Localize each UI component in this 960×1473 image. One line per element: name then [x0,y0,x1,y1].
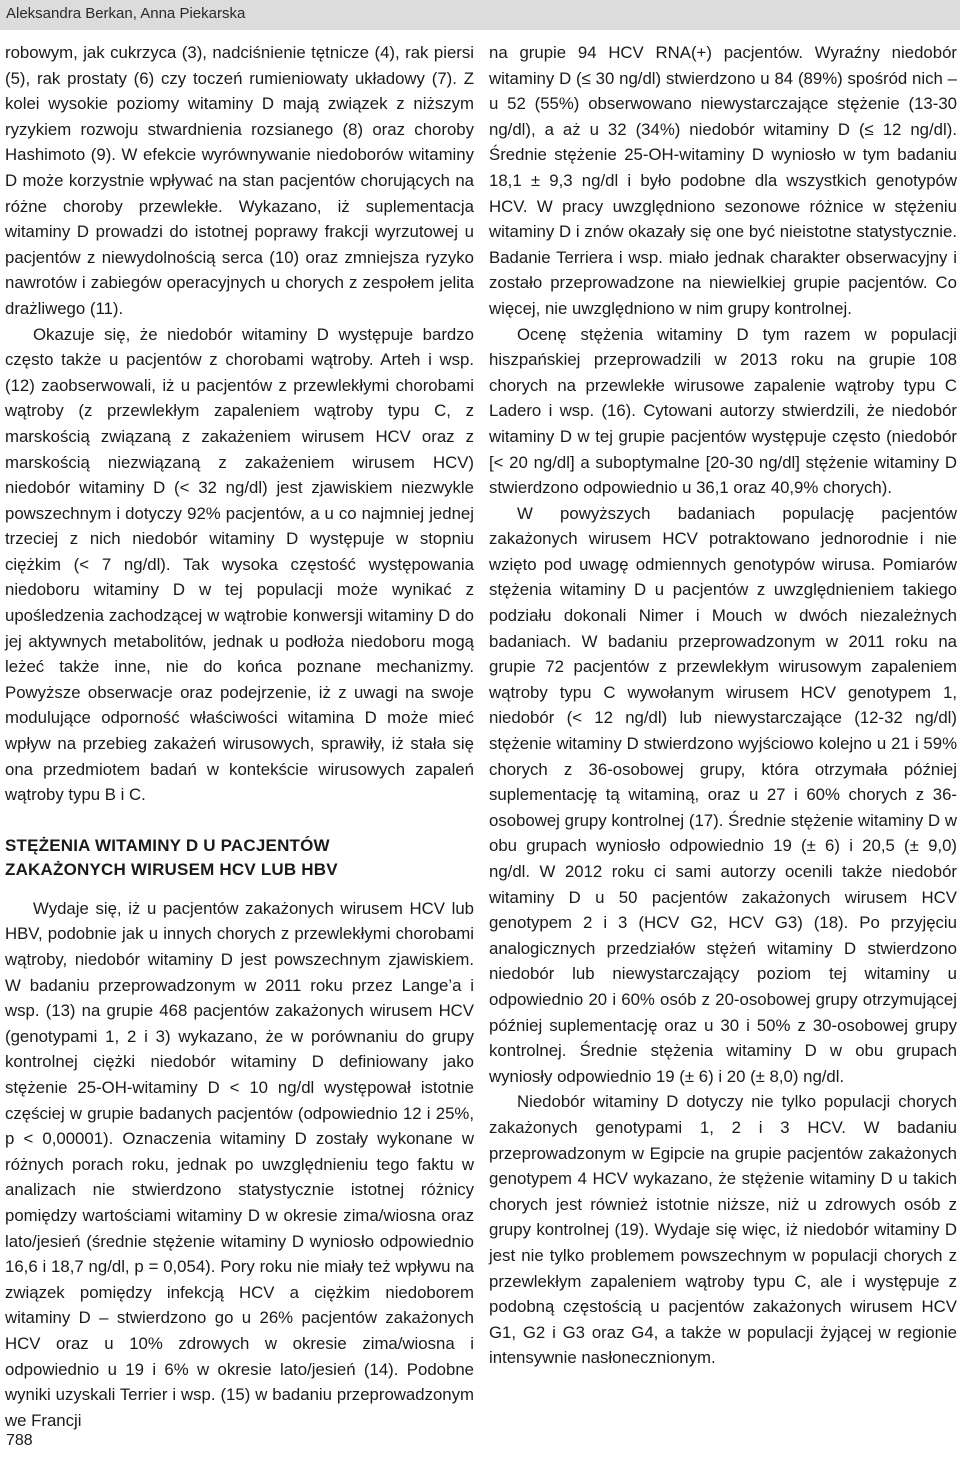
right-paragraph-4: Niedobór witaminy D dotyczy nie tylko populacji chorych zakażonych genotypami 1, 2 i 3 HCV. W badaniu przeprowadzonym w Egipcie na grupie pacjentów zakażonych genotypem 4 HCV wykazano, że stężenie witaminy D u takich chorych jest również istotnie niższe, niż u zdrowych osób z grupy kontrolnej (19). Wydaje się więc, iż niedobór witaminy D jest nie tylko problemem powszechnym w populacji chorych z przewlekłym zapaleniem wątroby typu C, ale i występuje z podobną częstością u pacjentów zakażonych wirusem HCV G1, G2 i G3 oraz G4, a także w populacji żyjącej w regionie intensywnie nasłonecznionym. [489,1092,957,1368]
left-paragraph-1: robowym, jak cukrzyca (3), nadciśnienie tętnicze (4), rak piersi (5), rak prostaty (6) czy toczeń rumieniowaty układowy (7). Z kolei wysokie poziomy witaminy D mają związek z niższym ryzykiem rozwoju stwardnienia rozsianego (8) oraz choroby Hashimoto (9). W efekcie wyrównywanie niedoborów witaminy D może korzystnie wpływać na stan pacjentów chorujących na różne choroby przewlekłe. Wykazano, iż suplementacja witaminy D prowadzi do istotnej poprawy frakcji wyrzutowej u pacjentów z niewydolnością serca (10) oraz zmniejsza ryzyko nawrotów i zabiegów operacyjnych u chorych z zespołem jelita drażliwego (11). [5,43,474,318]
right-paragraph-1: na grupie 94 HCV RNA(+) pacjentów. Wyraźny niedobór witaminy D (≤ 30 ng/dl) stwierdzono u 84 (89%) spośród nich – u 52 (55%) obserwowano niewystarczające stężenie (13-30 ng/dl), a aż u 32 (34%) niedobór witaminy D (≤ 12 ng/dl). Średnie stężenie 25-OH-witaminy D wyniosło w tym badaniu 18,1 ± 9,3 ng/dl i było podobne dla wszystkich genotypów HCV. W pracy uwzględniono sezonowe różnice w stężeniu witaminy D i znów okazały się one być nieistotne statystycznie. Badanie Terriera i wsp. miało jednak charakter obserwacyjny i zostało przeprowadzone na niewielkiej grupie pacjentów. Co więcej, nie uwzględniono w nim grupy kontrolnej. [489,43,957,318]
right-paragraph-3: W powyższych badaniach populację pacjentów zakażonych wirusem HCV potraktowano jednorodnie i nie wzięto pod uwagę odmiennych genotypów wirusa. Pomiarów stężenia witaminy D u pacjentów z uwzględnieniem takiego podziału dokonali Nimer i Mouch w dwóch niezależnych badaniach. W badaniu przeprowadzonym w 2011 roku na grupie 72 pacjentów z przewlekłym wirusowym zapaleniem wątroby typu C wywołanym wirusem HCV genotypem 1, niedobór (< 12 ng/dl) lub niewystarczające (12-32 ng/dl) stężenie witaminy D stwierdzono wyjściowo kolejno u 21 i 59% chorych z 36-osobowej grupy, która otrzymała później suplementację tą witaminą, oraz u 27 i 60% chorych z 36-osobowej grupy kontrolnej (17). Średnie stężenie witaminy D w obu grupach wyniosło odpowiednio 19 (± 6) i 20,5 (± 9,0) ng/dl. W 2012 roku ci sami autorzy ocenili także niedobór witaminy D u 50 pacjentów zakażonych wirusem HCV genotypem 2 i 3 (HCV G2, HCV G3) (18). Po przyjęciu analogicznych przedziałów stężeń witaminy D stwierdzono niedobór lub niewystarczający poziom tej witaminy u odpowiednio 20 i 60% osób z 20-osobowej grupy otrzymującej później suplementację oraz u 30 i 50% z 30-osobowej grupy kontrolnej. Średnie stężenia witaminy D w obu grupach wyniosły odpowiednio 19 (± 6) i 20 (± 8,0) ng/dl. [489,503,957,1086]
header-authors: Aleksandra Berkan, Anna Piekarska [6,5,246,22]
page-number: 788 [6,1432,33,1449]
right-paragraph-2: Ocenę stężenia witaminy D tym razem w populacji hiszpańskiej przeprowadzili w 2013 roku na grupie 108 chorych na przewlekłe wirusowe zapalenie wątroby typu C Ladero i wsp. (16). Cytowani autorzy stwierdzili, że niedobór witaminy D w tej grupie pacjentów występuje często (niedobór [< 20 ng/dl] a suboptymalne [20-30 ng/dl] stężenie witaminy D stwierdzono odpowiednio u 36,1 oraz 40,9% chorych). [489,324,957,498]
running-header [0,0,960,30]
section-heading [5,834,474,882]
left-paragraph-2: Okazuje się, że niedobór witaminy D występuje bardzo często także u pacjentów z chorobami wątroby. Arteh i wsp. (12) zaobserwowali, iż u pacjentów z przewlekłymi chorobami wątroby (z przewlekłym zapaleniem wątroby typu C, z marskością związaną z zakażeniem wirusem HCV oraz z marskością niezwiązaną z zakażeniem wirusem HCV) niedobór witaminy D (< 32 ng/dl) jest zjawiskiem niezwykle powszechnym i dotyczy 92% pacjentów, a u co najmniej jednej trzeciej z nich niedobór witaminy D występuje w stopniu ciężkim (< 7 ng/dl). Tak wysoka częstość występowania niedoboru witaminy D w tej populacji może wynikać z upośledzenia zachodzącej w wątrobie konwersji witaminy D do jej aktywnych metabolitów, jednak u podłoża niedoboru mogą leżeć także inne, nie do końca poznane mechanizmy. Powyższe obserwacje oraz podejrzenie, iż z uwagi na swoje modulujące odporność właściwości witamina D może mieć wpływ na przebieg zakażeń wirusowych, sprawiły, iż stała się ona przedmiotem badań w kontekście wirusowych zapaleń wątroby typu B i C. [5,324,474,805]
section-heading-line-2: ZAKAŻONYCH WIRUSEM HCV LUB HBV [5,859,338,879]
right-column [489,40,957,1371]
left-column [5,40,474,1433]
left-paragraph-3: Wydaje się, iż u pacjentów zakażonych wirusem HCV lub HBV, podobnie jak u innych chorych z przewlekłymi chorobami wątroby, niedobór witaminy D jest powszechnym zjawiskiem. W badaniu przeprowadzonym w 2011 roku przez Lange’a i wsp. (13) na grupie 468 pacjentów zakażonych wirusem HCV (genotypami 1, 2 i 3) wykazano, że w porównaniu do grupy kontrolnej ciężki niedobór witaminy D definiowany jako stężenie 25-OH-witaminy D < 10 ng/dl występował istotnie częściej w grupie badanych pacjentów (odpowiednio 12 i 25%, p < 0,00001). Oznaczenia witaminy D zostały wykonane w różnych porach roku, jednak po uwzględnieniu tego faktu w analizach nie stwierdzono statystycznie istotnej różnicy pomiędzy wartościami witaminy D w okresie zima/wiosna oraz lato/jesień (średnie stężenie witaminy D wyniosło odpowiednio 16,6 i 18,7 ng/dl, p = 0,054). Pory roku nie miały też wpływu na związek pomiędzy infekcją HCV a ciężkim niedoborem witaminy D – stwierdzono go u 26% pacjentów zakażonych HCV oraz u 10% zdrowych w okresie zima/wiosna i odpowiednio u 19 i 6% w okresie lato/jesień (14). Podobne wyniki uzyskali Terrier i wsp. (15) w badaniu przeprowadzonym we Francji [5,898,474,1430]
section-heading-line-1: STĘŻENIA WITAMINY D U PACJENTÓW [5,835,330,855]
